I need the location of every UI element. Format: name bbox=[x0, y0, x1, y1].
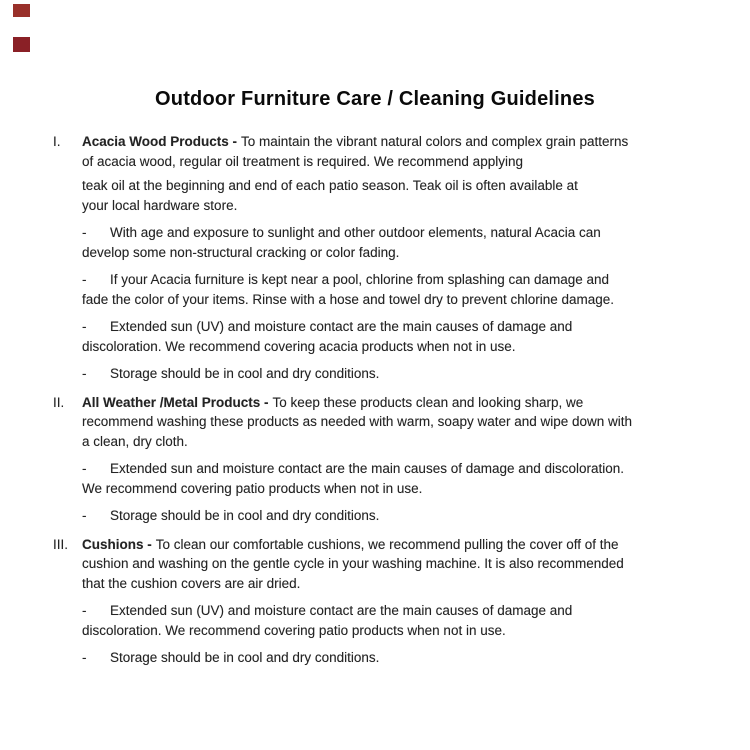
bullet-line: Extended sun (UV) and moisture contact are the main causes of damage and bbox=[110, 319, 573, 334]
bullet-item bbox=[82, 364, 720, 384]
section-lead-line: that the cushion covers are air dried. bbox=[82, 575, 301, 591]
bullet-dash: - bbox=[82, 603, 87, 618]
section-name: All Weather /Metal Products - bbox=[82, 394, 269, 410]
bullet-item bbox=[82, 317, 720, 356]
bullet-line: If your Acacia furniture is kept near a pool, chlorine from splashing can damage and bbox=[110, 272, 610, 287]
bullet-dash: - bbox=[82, 225, 87, 240]
bullet-line: Storage should be in cool and dry conditions. bbox=[110, 366, 380, 381]
section-body bbox=[82, 535, 720, 668]
bullet-item bbox=[82, 270, 720, 309]
bullet-first-line bbox=[82, 648, 720, 668]
bullet-first-line bbox=[82, 364, 720, 384]
section-name: Acacia Wood Products - bbox=[82, 134, 238, 149]
section-lead-line: cushion and washing on the gentle cycle in your washing machine. It is also recommended bbox=[82, 556, 624, 571]
section-name: Cushions - bbox=[82, 536, 152, 552]
bullet-dash: - bbox=[82, 319, 87, 334]
bullet-dash: - bbox=[82, 508, 87, 523]
section-lead-line bbox=[82, 535, 720, 555]
bullet-line: develop some non-structural cracking or color fading. bbox=[82, 244, 400, 260]
bullet-first-line bbox=[82, 601, 720, 621]
bullet-line: fade the color of your items. Rinse with a hose and towel dry to prevent chlorine damage. bbox=[82, 291, 615, 307]
document-title: Outdoor Furniture Care / Cleaning Guidelines bbox=[155, 88, 595, 110]
bullet-first-line bbox=[82, 270, 720, 290]
bullet-line: discoloration. We recommend covering patio products when not in use. bbox=[82, 622, 506, 638]
bullet-first-line bbox=[82, 223, 720, 243]
section-all-weather-metal-products bbox=[53, 393, 720, 526]
bullet-line: Extended sun (UV) and moisture contact are the main causes of damage and bbox=[110, 603, 573, 618]
section-body bbox=[82, 132, 720, 384]
section-lead-line: of acacia wood, regular oil treatment is required. We recommend applying bbox=[82, 153, 523, 169]
section-cushions bbox=[53, 535, 720, 668]
section-lead-line: a clean, dry cloth. bbox=[82, 433, 188, 449]
bullet-line: We recommend covering patio products when not in use. bbox=[82, 480, 423, 496]
section-lead-line bbox=[82, 132, 720, 152]
bullet-dash: - bbox=[82, 272, 87, 287]
bullet-first-line bbox=[82, 317, 720, 337]
section-acacia-wood-products bbox=[53, 132, 720, 384]
bullet-first-line bbox=[82, 506, 720, 526]
section-numeral: I. bbox=[53, 134, 61, 149]
section-lead-text: To keep these products clean and looking sharp, we bbox=[272, 394, 584, 410]
scan-artifact-mark-top bbox=[13, 4, 30, 17]
section-lead-line: recommend washing these products as needed with warm, soapy water and wipe down with bbox=[82, 414, 633, 429]
paragraph-line: your local hardware store. bbox=[82, 197, 238, 213]
bullet-item bbox=[82, 506, 720, 526]
bullet-line: discoloration. We recommend covering acacia products when not in use. bbox=[82, 338, 516, 354]
bullet-dash: - bbox=[82, 366, 87, 381]
bullet-first-line bbox=[82, 459, 720, 479]
paragraph-line: teak oil at the beginning and end of each patio season. Teak oil is often available at bbox=[82, 178, 578, 193]
document-body bbox=[0, 132, 750, 668]
section-lead-text: To clean our comfortable cushions, we recommend pulling the cover off of the bbox=[155, 536, 619, 552]
bullet-dash: - bbox=[82, 650, 87, 665]
bullet-item bbox=[82, 601, 720, 640]
scan-artifact-mark-bottom bbox=[13, 37, 30, 52]
section-numeral: II. bbox=[53, 394, 65, 410]
section-lead-line bbox=[82, 393, 720, 413]
bullet-item bbox=[82, 459, 720, 498]
section-numeral: III. bbox=[53, 536, 69, 552]
bullet-line: Storage should be in cool and dry conditions. bbox=[110, 508, 380, 523]
bullet-line: Storage should be in cool and dry conditions. bbox=[110, 650, 380, 665]
bullet-item bbox=[82, 648, 720, 668]
section-body bbox=[82, 393, 720, 526]
bullet-item bbox=[82, 223, 720, 262]
bullet-line: With age and exposure to sunlight and other outdoor elements, natural Acacia can bbox=[110, 225, 601, 240]
bullet-line: Extended sun and moisture contact are the main causes of damage and discoloration. bbox=[110, 461, 625, 476]
bullet-dash: - bbox=[82, 461, 87, 476]
section-lead-text: To maintain the vibrant natural colors and complex grain patterns bbox=[241, 134, 629, 149]
section-paragraph bbox=[82, 176, 720, 215]
